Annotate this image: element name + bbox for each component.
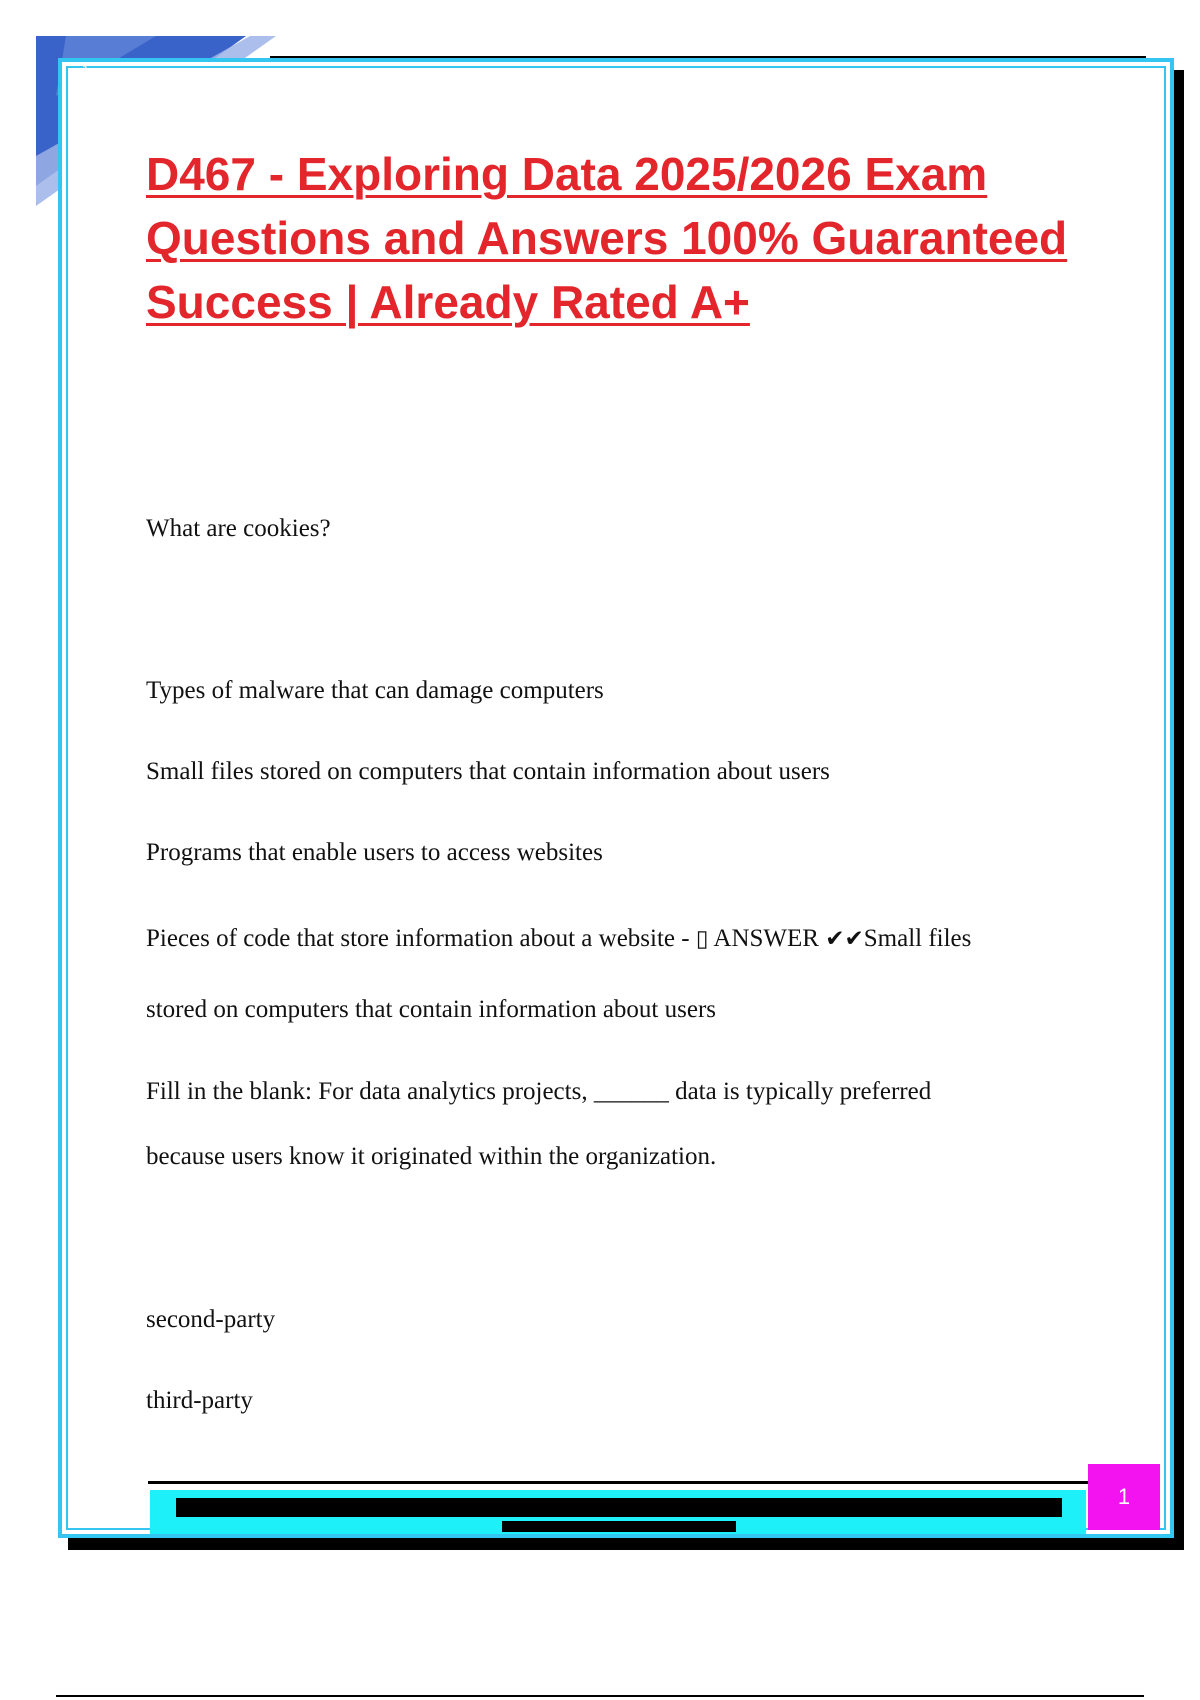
answer-text-line-1: Small files — [863, 925, 972, 952]
double-check-icon: ✔✔ — [825, 926, 864, 952]
question-2-prompt-line-2: because users know it originated within the organization. — [146, 1143, 717, 1170]
question-1-option-3: Programs that enable users to access websites — [146, 839, 603, 866]
question-2-option-1: second-party — [146, 1306, 276, 1333]
question-1-option-4: Pieces of code that store information about a website - — [146, 925, 696, 952]
bottom-rule — [56, 1695, 1144, 1697]
document-title: D467 - Exploring Data 2025/2026 Exam Questions and Answers 100% Guaranteed Success | Already Rated A+ — [146, 148, 1068, 328]
page-number-badge: 1 — [1088, 1464, 1160, 1530]
corner-page-mark: 1 — [82, 62, 90, 77]
answer-label: ANSWER — [708, 925, 826, 952]
question-1-option-1: Types of malware that can damage computers — [146, 677, 604, 704]
question-1-prompt: What are cookies? — [146, 515, 331, 542]
footer-rule — [148, 1481, 1088, 1484]
footer-bar-long — [176, 1498, 1062, 1517]
footer-bar-short — [502, 1521, 736, 1532]
question-1-option-4-with-answer — [146, 924, 971, 954]
question-2-option-2: third-party — [146, 1387, 253, 1414]
answer-text-line-2: stored on computers that contain information about users — [146, 996, 717, 1023]
question-1-option-2: Small files stored on computers that contain information about users — [146, 758, 830, 785]
missing-glyph-icon: ▯ — [695, 926, 709, 952]
question-2-prompt-line-1: Fill in the blank: For data analytics projects, ______ data is typically preferred — [146, 1078, 932, 1105]
